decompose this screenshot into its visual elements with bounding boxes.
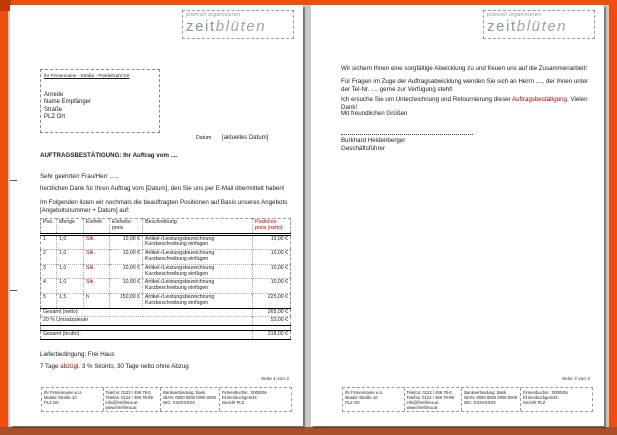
item-row (41, 250, 291, 265)
cell-beschreibung: Artikel-/Leistungsbezeichnung Kurzbeschreibung einfügen (143, 279, 253, 294)
cell-positionspreis: 10,00 € (253, 234, 291, 250)
delivery-terms: Lieferbedingung: Frei Haus (40, 351, 115, 358)
col-header-positionspreis: Positions- preis (netto) (253, 219, 291, 235)
total-netto-row (41, 308, 291, 317)
logo-brand-part1: zeit (186, 18, 216, 35)
logo-brand (186, 18, 290, 35)
page-number: Seite 2 von 2 (561, 377, 590, 382)
item-row (41, 264, 291, 279)
closing-line: Mit freundlichen Grüßen (341, 110, 408, 117)
frame-border-bottom (0, 427, 617, 435)
list-intro-line2: [Angebotsnummer + Datum] auf: (40, 206, 130, 214)
cell-einheit: Stk. (84, 264, 110, 279)
total-ust-row (41, 317, 291, 326)
logo-brand-part1: zeit (487, 18, 517, 35)
total-netto-label: Gesamt (netto): (41, 308, 253, 317)
footer-registry-column: Firmenbuchnr.: 000000x Firmenbuchgericht: Gericht PLZ (219, 388, 291, 411)
footer-company-column: Ihr Firmenname e.U. Muster-Straße 10 PLZ Ort (345, 389, 384, 405)
cell-menge: 1,0 (57, 250, 84, 265)
signature-block (341, 134, 473, 152)
company-logo (182, 10, 294, 39)
cell-einheit: Stk. (84, 279, 110, 294)
cell-pos: 2 (41, 250, 57, 265)
cell-pos: 3 (41, 264, 57, 279)
recipient-name: Name Empfänger (44, 99, 92, 106)
payment-terms (40, 363, 292, 371)
footer-company-column: Ihr Firmenname e.U. Muster-Straße 10 PLZ Ort (44, 389, 83, 405)
cell-menge: 1,0 (57, 279, 84, 294)
recipient-address-block (40, 69, 160, 133)
recipient-street: Straße (44, 106, 63, 113)
page-number: Seite 1 von 2 (260, 377, 289, 382)
col-header-menge: Menge (57, 219, 84, 235)
signature-title: Geschäftsführer (341, 144, 386, 152)
company-logo (483, 10, 595, 39)
cell-einheit: Stk. (84, 250, 110, 265)
list-intro-line1: Im Folgenden listen wir nochmals die beauftragten Positionen auf Basis unseres Angebots (40, 199, 288, 206)
col-header-pos: Pos. (41, 219, 57, 235)
cell-pos: 5 (41, 293, 57, 308)
footer-registry-column: Firmenbuchnr.: 000000x Firmenbuchgericht: Gericht PLZ (520, 388, 592, 411)
cell-beschreibung: Artikel-/Leistungsbezeichnung Kurzbeschreibung einfügen (143, 293, 253, 308)
footer-info-table (342, 387, 593, 412)
cell-menge: 1,5 (57, 293, 84, 308)
frame-border-right (609, 0, 617, 435)
recipient-salutation: Anrede (44, 92, 64, 99)
logo-tagline: planvoll organisieren (487, 12, 542, 18)
recipient-city: PLZ Ort (44, 113, 66, 120)
cell-positionspreis: 10,00 € (253, 250, 291, 265)
cell-pos: 4 (41, 279, 57, 294)
cell-einheitspreis: 10,00 € (110, 250, 143, 265)
item-row (41, 293, 291, 308)
items-table-header-row (41, 219, 291, 235)
frame-border-left (0, 0, 8, 435)
cell-einheit: h (84, 293, 110, 308)
assurance-paragraph: Wir sichern Ihnen eine sorgfältige Abwicklung zu und freuen uns auf die Zusammenarbeit! (341, 65, 587, 72)
payment-terms-highlight: abzügl. (60, 363, 81, 370)
col-header-einheit: Einheit (84, 219, 110, 235)
total-ust-label: 20 % Umsatzsteuer (41, 317, 253, 326)
footer-contact-column: Telefon: 0123 / 456 78-0 Telefax: 0123 / 456 78-99 info@ihrefirma.at www.ihrefirma.at (404, 388, 462, 411)
sign-request-part2: . Vielen Dank! (341, 96, 588, 111)
document-page-1 (10, 5, 303, 426)
contact-paragraph: Für Fragen im Zuge der Auftragsabwicklung wenden Sie sich an Herrn ...., der Ihnen unter der Tel-Nr. .... gerne zur Verfügung steht! (341, 78, 588, 93)
items-table (40, 218, 291, 340)
total-brutto-label: Gesamt (brutto): (41, 331, 253, 340)
document-heading: AUFTRAGSBESTÄTIGUNG: Ihr Auftrag vom .... (40, 152, 178, 159)
item-row (41, 234, 291, 250)
total-ust-value: 53,00 € (253, 317, 291, 326)
sender-line: Ihr Firmenname - Straße - Postleitzahl Ort (44, 73, 130, 78)
logo-tagline: planvoll organisieren (186, 12, 241, 18)
payment-terms-part1: 7 Tage (40, 363, 61, 370)
cell-einheitspreis: 10,00 € (110, 279, 143, 294)
col-header-einheitspreis: Einheits- preis (110, 219, 143, 235)
logo-brand-part2: blüten (215, 18, 267, 35)
cell-positionspreis: 10,00 € (253, 264, 291, 279)
cell-einheitspreis: 150,00 € (110, 293, 143, 308)
list-intro-paragraph (40, 199, 292, 214)
logo-brand (487, 18, 591, 35)
salutation: Sehr geehrte/r Frau/Herr ...., (40, 173, 119, 180)
item-row (41, 279, 291, 294)
footer-info-table (41, 387, 292, 412)
cell-pos: 1 (43, 235, 46, 242)
signature-name: Burkhard Heidenberger (341, 137, 406, 144)
cell-beschreibung: Artikel-/Leistungsbezeichnung Kurzbeschreibung einfügen (143, 234, 253, 250)
intro-paragraph: herzlichen Dank für Ihren Auftrag vom [Datum], den Sie uns per E-Mail übermittelt haben! (40, 185, 285, 192)
total-brutto-row (41, 331, 291, 340)
cell-beschreibung: Artikel-/Leistungsbezeichnung Kurzbeschreibung einfügen (143, 264, 253, 279)
cell-menge: 1,0 (57, 234, 84, 250)
sign-request-part1: Ich ersuche Sie um Unterzeichnung und Retournierung dieser (341, 96, 512, 103)
footer-bank-column: Bankverbindung: Bank IBAN: 0000 0000 0000 0000 BIC: XXXXXXXX (461, 388, 520, 411)
total-brutto-value: 318,00 € (253, 331, 291, 340)
fold-mark-bottom (10, 290, 17, 291)
total-netto-value: 265,00 € (253, 308, 291, 317)
document-page-2 (311, 5, 604, 426)
col-header-beschreibung: Beschreibung (143, 219, 253, 235)
date-value: [aktuelles Datum] (221, 135, 269, 141)
logo-brand-part2: blüten (516, 18, 568, 35)
footer-bank-column: Bankverbindung: Bank IBAN: 0000 0000 0000 0000 BIC: XXXXXXXX (160, 388, 219, 411)
sign-request-highlight: Auftragsbestätigung (511, 96, 567, 103)
fold-mark-top (10, 180, 17, 181)
date-label: Datum (196, 135, 212, 141)
cell-positionspreis: 10,00 € (253, 279, 291, 294)
cell-menge: 1,0 (57, 264, 84, 279)
payment-terms-part2: 3 % Skonto, 30 Tage netto ohne Abzug (80, 363, 189, 370)
cell-einheitspreis: 10,00 € (110, 234, 143, 250)
cell-einheitspreis: 10,00 € (110, 264, 143, 279)
cell-positionspreis: 225,00 € (253, 293, 291, 308)
cell-einheit: Stk. (84, 234, 110, 250)
sign-request-paragraph (341, 96, 593, 111)
date-row (196, 135, 268, 141)
footer-contact-column: Telefon: 0123 / 456 78-0 Telefax: 0123 / 456 78-99 info@ihrefirma.at www.ihrefirma.at (103, 388, 161, 411)
cell-beschreibung: Artikel-/Leistungsbezeichnung Kurzbeschreibung einfügen (143, 250, 253, 265)
